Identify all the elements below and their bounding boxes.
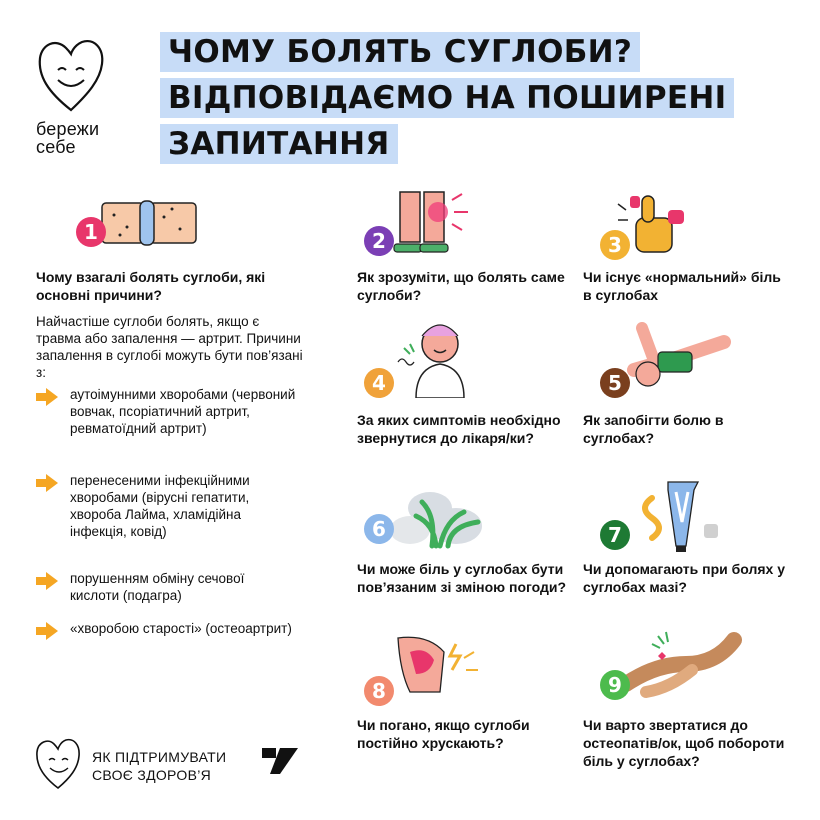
arrow-right-icon — [36, 622, 58, 640]
question-number-8: 8 — [364, 676, 394, 706]
arrow-right-icon — [36, 572, 58, 590]
stretch-illustration — [596, 322, 736, 403]
footer-line-1: ЯК ПІДТРИМУВАТИ — [92, 749, 227, 765]
brand-logo — [36, 36, 116, 156]
footer-text — [92, 748, 226, 784]
question-number-7: 7 — [600, 520, 630, 550]
question-8-text: Чи погано, якщо суглоби постійно хрускають? — [357, 717, 530, 751]
partner-logo-icon — [262, 748, 298, 774]
question-1-text: Чому взагалі болять суглоби, які основні причини? — [36, 269, 266, 303]
bullet-item — [36, 620, 296, 637]
footer-heart-icon — [34, 736, 82, 792]
title-line-3: ЗАПИТАННЯ — [160, 124, 398, 164]
question-number-9: 9 — [600, 670, 630, 700]
osteopath-illustration — [596, 624, 746, 709]
arrow-right-icon — [36, 474, 58, 492]
bullet-text: перенесеними інфекційними хворобами (вірусні гепатити, хвороба Лайма, хламідійна інфекція, ковід) — [70, 473, 250, 539]
joint-illustration — [72, 195, 202, 260]
page-title — [160, 32, 790, 170]
question-5-text: Як запобігти болю в суглобах? — [583, 412, 724, 446]
footer-line-2: СВОЄ ЗДОРОВ’Я — [92, 767, 212, 783]
question-3-text: Чи існує «нормальний» біль в суглобах — [583, 269, 781, 303]
heart-smile-icon — [36, 36, 106, 114]
question-number-6: 6 — [364, 514, 394, 544]
question-number-4: 4 — [364, 368, 394, 398]
question-2-text: Як зрозуміти, що болять саме суглоби? — [357, 269, 565, 303]
bullet-item — [36, 472, 296, 540]
feet-illustration — [360, 188, 480, 265]
bullet-text: порушенням обміну сечової кислоти (подагра) — [70, 571, 245, 603]
bullet-text: аутоімунними хворобами (червоний вовчак, псоріатичний артрит, ревматоїдний артрит) — [70, 387, 296, 436]
question-6-text: Чи може біль у суглобах бути пов’язаним зі зміною погоди? — [357, 561, 567, 595]
fingers-illustration — [596, 190, 706, 267]
question-number-1: 1 — [76, 217, 106, 247]
question-4-text: За яких симптомів необхідно звернутися до лікаря/ки? — [357, 412, 561, 446]
ointment-illustration — [596, 478, 736, 559]
question-1-intro: Найчастіше суглоби болять, якщо є травма або запалення — артрит. Причини запалення в суглобі можуть бути пов’язані з: — [36, 314, 303, 380]
arrow-right-icon — [36, 388, 58, 406]
question-9-text: Чи варто звертатися до остеопатів/ок, щоб побороти біль у суглобах? — [583, 717, 785, 769]
doctor-illustration — [360, 318, 480, 403]
brand-name-line2: себе — [36, 137, 76, 157]
bullet-item — [36, 570, 296, 604]
brand-name-line1: бережи — [36, 119, 100, 139]
question-7-text: Чи допомагають при болях у суглобах мазі? — [583, 561, 786, 595]
question-number-5: 5 — [600, 368, 630, 398]
knee-illustration — [360, 628, 490, 713]
question-number-3: 3 — [600, 230, 630, 260]
question-number-2: 2 — [364, 226, 394, 256]
question-1-card — [36, 268, 306, 381]
bullet-text: «хворобою старості» (остеоартрит) — [70, 621, 292, 636]
title-line-2: ВІДПОВІДАЄМО НА ПОШИРЕНІ — [160, 78, 734, 118]
weather-illustration — [360, 480, 500, 557]
title-line-1: ЧОМУ БОЛЯТЬ СУГЛОБИ? — [160, 32, 640, 72]
bullet-item — [36, 386, 296, 437]
